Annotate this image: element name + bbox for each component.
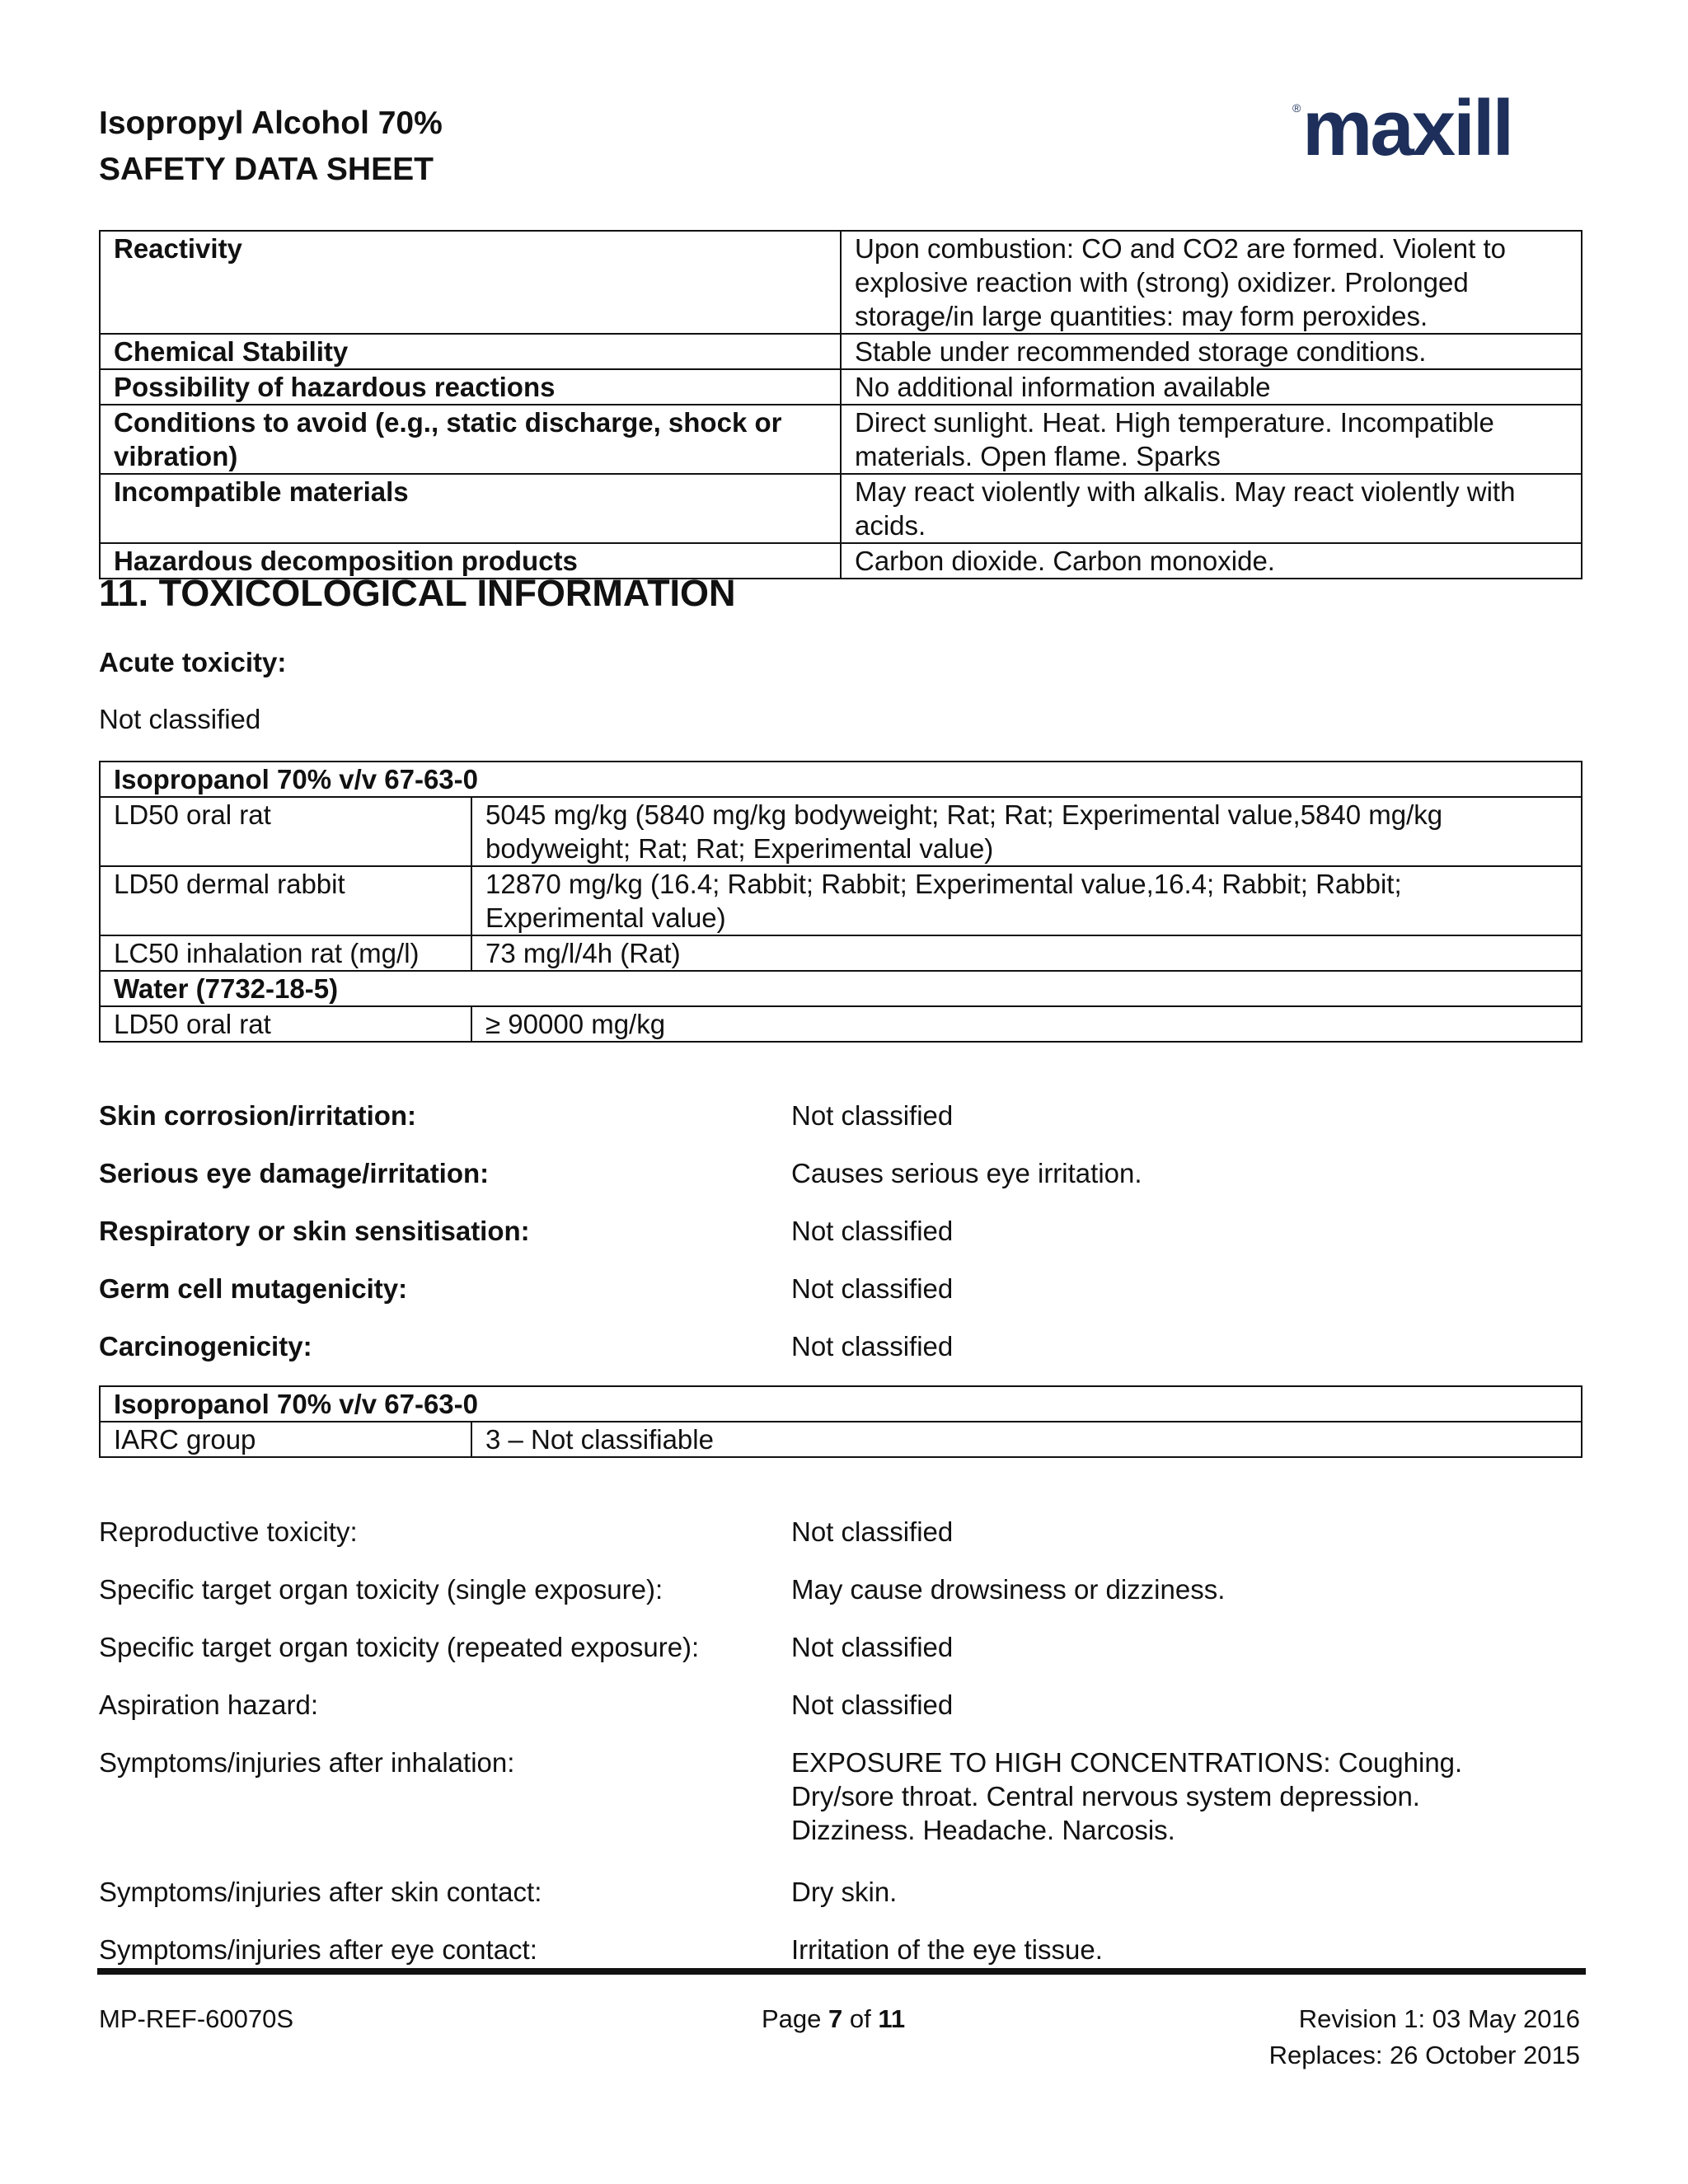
row-value: 5045 mg/kg (5840 mg/kg bodyweight; Rat; Rat; Experimental value,5840 mg/kg bodyweight; Rat; Rat; Experimental value)	[471, 797, 1582, 866]
row-label: Chemical Stability	[100, 334, 841, 369]
row-label: Conditions to avoid (e.g., static discharge, shock or vibration)	[100, 405, 841, 474]
table-group-header	[100, 762, 1582, 797]
mutagenicity-label: Germ cell mutagenicity:	[99, 1273, 408, 1304]
footer-page-number	[762, 2001, 905, 2037]
table-row	[100, 405, 1582, 474]
row-value: Upon combustion: CO and CO2 are formed. Violent to explosive reaction with (strong) oxidizer. Prolonged storage/in large quantities: may form peroxides.	[841, 231, 1582, 334]
row-value: May react violently with alkalis. May react violently with acids.	[841, 474, 1582, 543]
reproductive-toxicity-value: Not classified	[791, 1516, 954, 1547]
page-current: 7	[828, 2004, 843, 2033]
document-title: Isopropyl Alcohol 70%	[99, 105, 443, 141]
row-value: ≥ 90000 mg/kg	[471, 1006, 1582, 1042]
footer-divider	[97, 1968, 1586, 1975]
aspiration-hazard-label: Aspiration hazard:	[99, 1690, 318, 1720]
svg-text:®: ®	[1292, 101, 1301, 115]
group-title: Isopropanol 70% v/v 67-63-0	[100, 1386, 1582, 1422]
row-label: LD50 oral rat	[100, 797, 471, 866]
skin-contact-symptoms-value: Dry skin.	[791, 1877, 898, 1907]
row-value: 3 – Not classifiable	[471, 1422, 1582, 1457]
skin-contact-symptoms-label: Symptoms/injuries after skin contact:	[99, 1877, 542, 1907]
group-title: Water (7732-18-5)	[100, 971, 1582, 1006]
carcinogenicity-label: Carcinogenicity:	[99, 1331, 312, 1361]
table-row	[100, 334, 1582, 369]
inhalation-symptoms-line: Dry/sore throat. Central nervous system depression.	[791, 1781, 1420, 1811]
inhalation-symptoms-line: Dizziness. Headache. Narcosis.	[791, 1815, 1175, 1845]
table-row	[100, 1422, 1582, 1457]
stot-repeated-value: Not classified	[791, 1632, 954, 1662]
table-row	[100, 935, 1582, 971]
carcinogenicity-value: Not classified	[791, 1331, 954, 1361]
table-row	[100, 1006, 1582, 1042]
row-label: Possibility of hazardous reactions	[100, 369, 841, 405]
table-row	[100, 369, 1582, 405]
inhalation-symptoms-value	[791, 1746, 1599, 1847]
row-label: LD50 dermal rabbit	[100, 866, 471, 935]
footer-replaces: Replaces: 26 October 2015	[1268, 2041, 1580, 2069]
row-value: 12870 mg/kg (16.4; Rabbit; Rabbit; Experimental value,16.4; Rabbit; Rabbit; Experimental value)	[471, 866, 1582, 935]
table-row	[100, 474, 1582, 543]
reactivity-table	[99, 230, 1582, 579]
iarc-table	[99, 1385, 1582, 1458]
group-title: Isopropanol 70% v/v 67-63-0	[100, 762, 1582, 797]
section-title: 11. TOXICOLOGICAL INFORMATION	[99, 572, 736, 614]
row-label: Hazardous decomposition products	[100, 543, 841, 579]
row-value: Stable under recommended storage conditions.	[841, 334, 1582, 369]
acute-toxicity-value: Not classified	[99, 704, 261, 734]
row-value: No additional information available	[841, 369, 1582, 405]
inhalation-symptoms-line: EXPOSURE TO HIGH CONCENTRATIONS: Coughing.	[791, 1747, 1463, 1778]
aspiration-hazard-value: Not classified	[791, 1690, 954, 1720]
eye-contact-symptoms-label: Symptoms/injuries after eye contact:	[99, 1934, 537, 1965]
sensitisation-label: Respiratory or skin sensitisation:	[99, 1216, 530, 1246]
eye-contact-symptoms-value: Irritation of the eye tissue.	[791, 1934, 1103, 1965]
document-subtitle: SAFETY DATA SHEET	[99, 152, 434, 187]
stot-single-label: Specific target organ toxicity (single exposure):	[99, 1574, 663, 1605]
page-prefix: Page	[762, 2004, 829, 2033]
row-value: Direct sunlight. Heat. High temperature. Incompatible materials. Open flame. Sparks	[841, 405, 1582, 474]
footer-doc-ref: MP-REF-60070S	[99, 2004, 294, 2033]
skin-corrosion-value: Not classified	[791, 1100, 954, 1131]
eye-damage-value: Causes serious eye irritation.	[791, 1158, 1142, 1188]
toxicity-table	[99, 761, 1582, 1043]
page-total: 11	[878, 2004, 906, 2033]
table-group-header	[100, 1386, 1582, 1422]
skin-corrosion-label: Skin corrosion/irritation:	[99, 1100, 417, 1131]
acute-toxicity-label: Acute toxicity:	[99, 647, 287, 677]
stot-single-value: May cause drowsiness or dizziness.	[791, 1574, 1226, 1605]
reproductive-toxicity-label: Reproductive toxicity:	[99, 1516, 358, 1547]
table-row	[100, 231, 1582, 334]
row-label: Reactivity	[100, 231, 841, 334]
svg-text:maxill: maxill	[1302, 84, 1512, 172]
maxill-logo	[1286, 76, 1582, 175]
row-label: Incompatible materials	[100, 474, 841, 543]
table-group-header	[100, 971, 1582, 1006]
row-label: LC50 inhalation rat (mg/l)	[100, 935, 471, 971]
inhalation-symptoms-label: Symptoms/injuries after inhalation:	[99, 1747, 515, 1778]
sensitisation-value: Not classified	[791, 1216, 954, 1246]
row-value: Carbon dioxide. Carbon monoxide.	[841, 543, 1582, 579]
eye-damage-label: Serious eye damage/irritation:	[99, 1158, 490, 1188]
mutagenicity-value: Not classified	[791, 1273, 954, 1304]
row-label: LD50 oral rat	[100, 1006, 471, 1042]
footer-revision: Revision 1: 03 May 2016	[1298, 2004, 1580, 2033]
table-row	[100, 866, 1582, 935]
table-row	[100, 797, 1582, 866]
row-value: 73 mg/l/4h (Rat)	[471, 935, 1582, 971]
page-of: of	[842, 2004, 879, 2033]
row-label: IARC group	[100, 1422, 471, 1457]
stot-repeated-label: Specific target organ toxicity (repeated exposure):	[99, 1632, 700, 1662]
